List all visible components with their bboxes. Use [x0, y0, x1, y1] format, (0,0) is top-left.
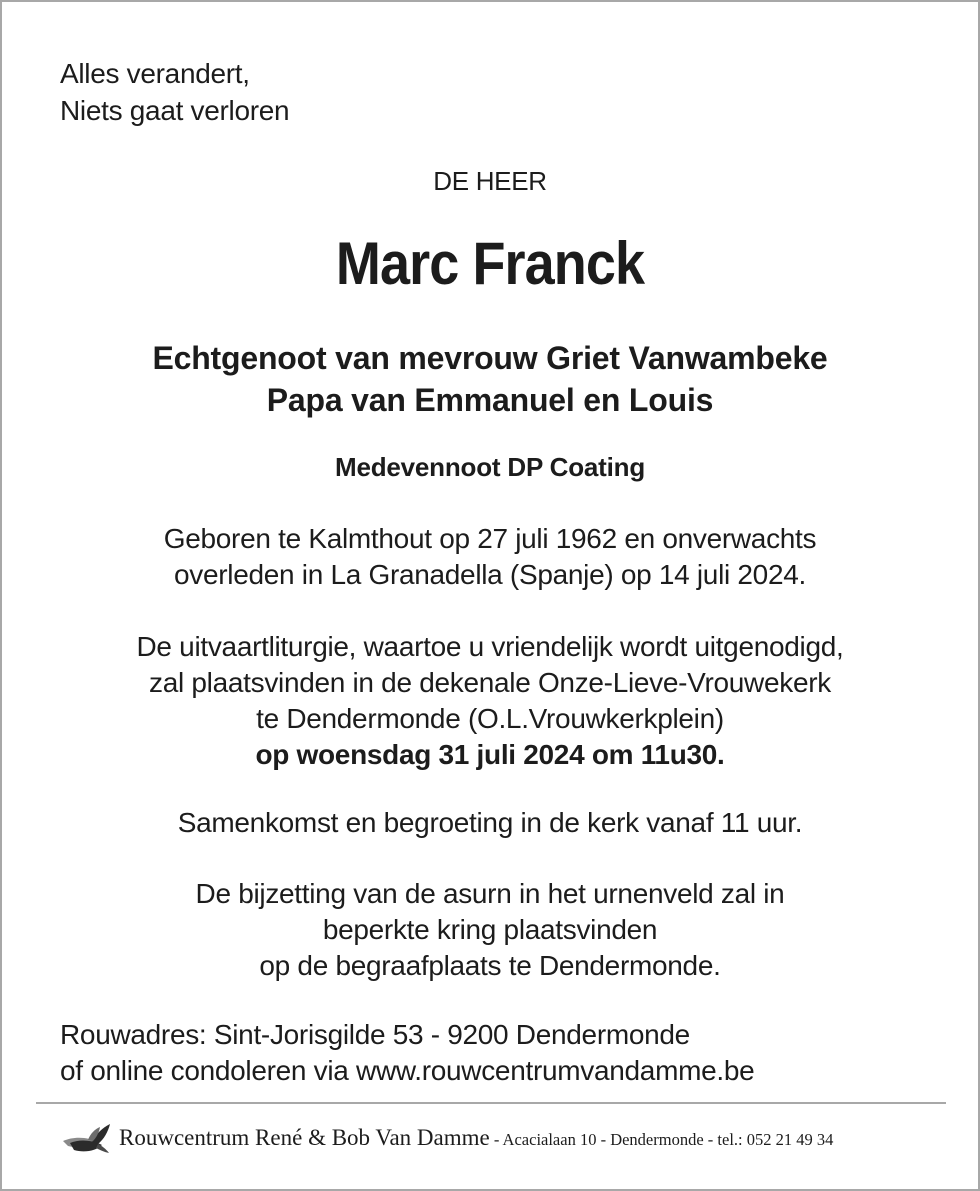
footer-divider [36, 1102, 946, 1104]
quote-line-1: Alles verandert, [60, 58, 250, 89]
life-dates [2, 521, 978, 593]
footer-text [119, 1125, 833, 1151]
professional-role: Medevennoot DP Coating [334, 452, 646, 482]
funeral-service [2, 629, 978, 773]
family-relations [2, 337, 978, 421]
online-condolence-line: of online condoleren via www.rouwcentrumvandamme.be [60, 1055, 755, 1086]
quote-line-2: Niets gaat verloren [60, 95, 290, 126]
address-line: Rouwadres: Sint-Jorisgilde 53 - 9200 Dendermonde [60, 1019, 690, 1050]
birth-line: Geboren te Kalmthout op 27 juli 1962 en onverwachts [163, 523, 817, 554]
condolence-address [60, 1017, 754, 1089]
death-line: overleden in La Granadella (Spanje) op 14 juli 2024. [174, 559, 806, 590]
burial-info [2, 876, 978, 984]
burial-line-3: op de begraafplaats te Dendermonde. [259, 950, 721, 981]
burial-line-2: beperkte kring plaatsvinden [322, 914, 658, 945]
spouse-line: Echtgenoot van mevrouw Griet Vanwambeke [152, 340, 828, 376]
service-datetime: op woensdag 31 juli 2024 om 11u30. [255, 739, 725, 770]
deceased-name: Marc Franck [335, 230, 645, 297]
service-line-1: De uitvaartliturgie, waartoe u vriendelijk wordt uitgenodigd, [136, 631, 844, 662]
service-line-2: zal plaatsvinden in de dekenale Onze-Lieve-Vrouwekerk [149, 667, 831, 698]
dove-logo-icon [62, 1122, 112, 1156]
children-line: Papa van Emmanuel en Louis [266, 382, 714, 418]
opening-quote [60, 55, 289, 129]
burial-line-1: De bijzetting van de asurn in het urnenveld zal in [195, 878, 785, 909]
funeral-home-contact: - Acacialaan 10 - Dendermonde - tel.: 052 21 49 34 [489, 1130, 834, 1149]
service-line-3: te Dendermonde (O.L.Vrouwkerkplein) [256, 703, 724, 734]
funeral-home-name: Rouwcentrum René & Bob Van Damme [119, 1125, 490, 1150]
honorific: DE HEER [433, 166, 547, 196]
gathering-info: Samenkomst en begroeting in de kerk vanaf 11 uur. [177, 807, 803, 838]
